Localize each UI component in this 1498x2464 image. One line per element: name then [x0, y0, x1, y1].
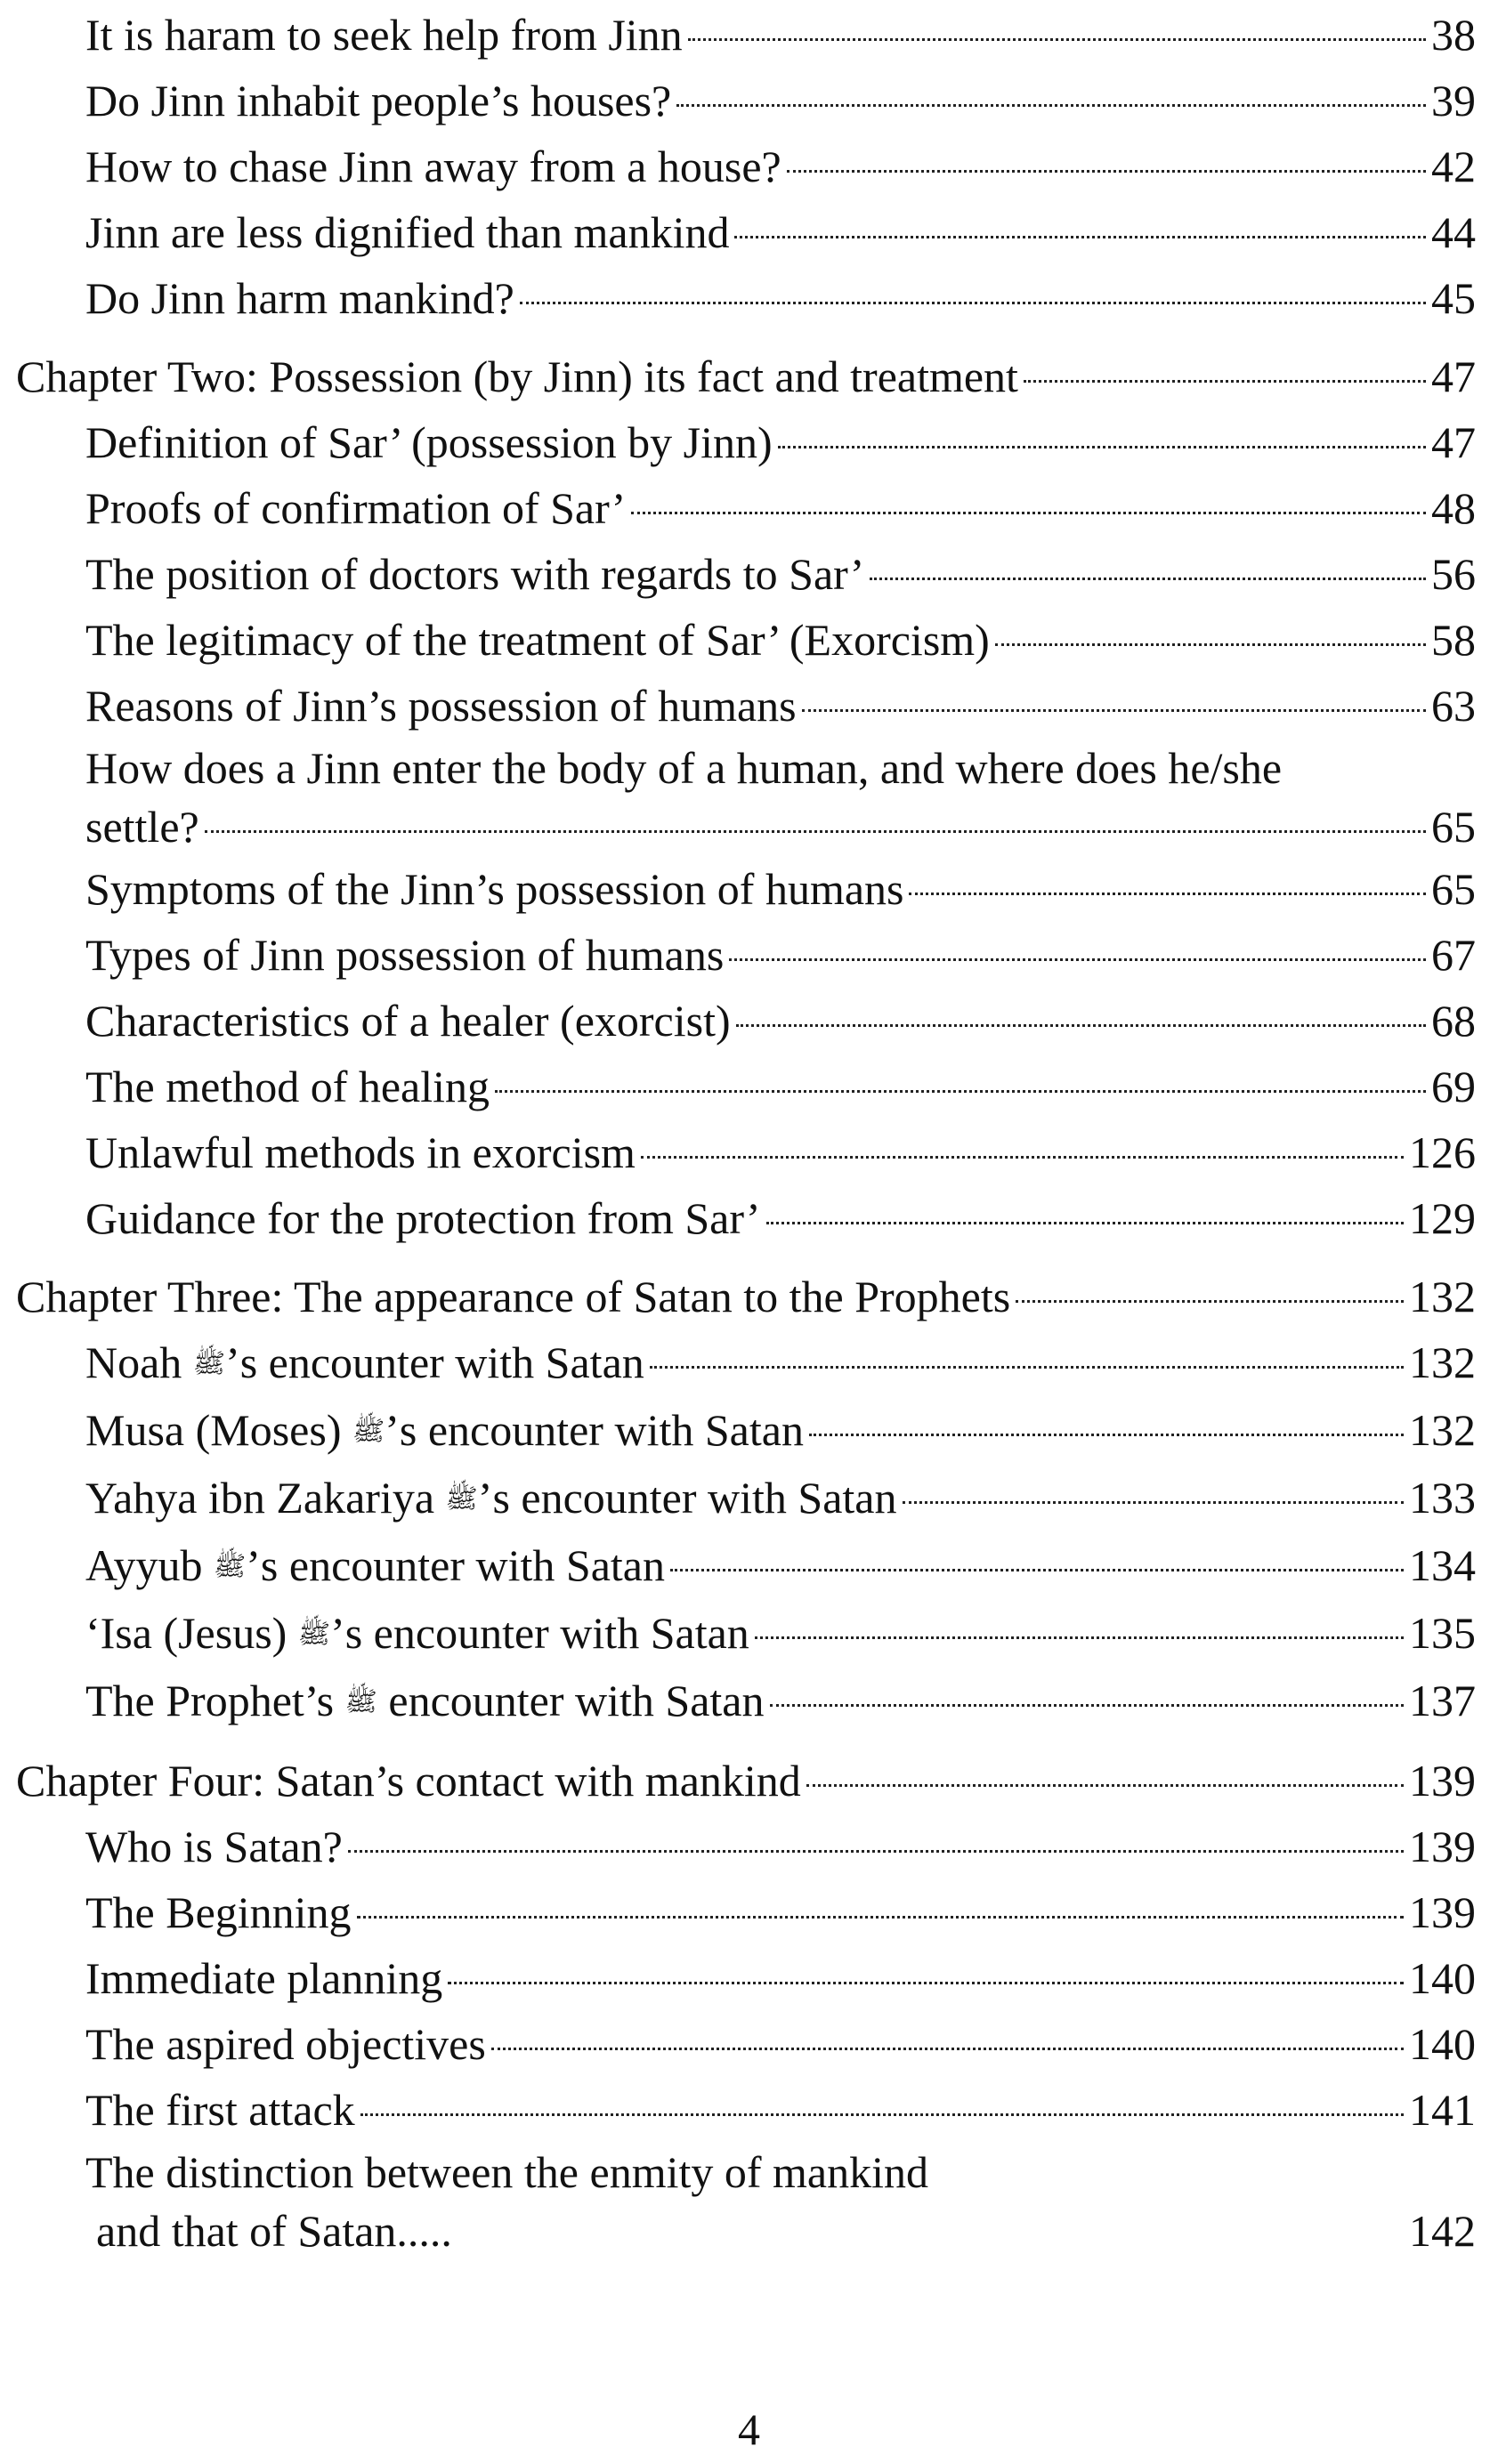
dot-leader	[802, 709, 1426, 712]
dot-leader	[870, 578, 1426, 580]
toc-entry	[16, 1668, 1476, 1735]
dot-leader	[448, 1982, 1404, 1984]
dot-leader	[348, 1850, 1404, 1853]
dot-leader	[736, 1024, 1426, 1027]
toc-entry-page: 45	[1431, 273, 1476, 323]
toc-entry-title: ‘Isa (Jesus) ﷺ’s encounter with Satan	[85, 1608, 749, 1658]
toc-entry	[16, 2, 1476, 68]
toc-entry-page: 63	[1431, 681, 1476, 731]
toc-entry	[16, 1879, 1476, 1945]
dot-leader	[766, 1222, 1404, 1224]
toc-entry-page: 67	[1431, 930, 1476, 980]
dot-leader	[520, 302, 1426, 304]
dot-leader	[205, 830, 1426, 833]
toc-entry-title-line1: The distinction between the enmity of mankind	[85, 2147, 928, 2197]
dot-leader	[809, 1434, 1404, 1436]
toc-entry-title: Yahya ibn Zakariya ﷺ’s encounter with Satan	[85, 1473, 897, 1523]
toc-entry-title: The first attack	[85, 2085, 355, 2135]
dot-leader	[995, 643, 1426, 646]
toc-entry-page: 140	[1409, 2019, 1476, 2069]
toc-entry-title: Chapter Three: The appearance of Satan to the Prophets	[16, 1272, 1011, 1321]
toc-entry-title: Characteristics of a healer (exorcist)	[85, 996, 731, 1046]
dot-leader	[360, 2113, 1404, 2116]
honorific-glyph: ﷺ	[344, 1687, 377, 1717]
toc-entry-page: 139	[1409, 1756, 1476, 1806]
dot-leader	[688, 38, 1426, 41]
toc-entry	[16, 1397, 1476, 1465]
toc-entry-page: 134	[1409, 1540, 1476, 1590]
toc-chapter-heading	[16, 1748, 1476, 1814]
dot-leader	[909, 893, 1426, 895]
dot-leader	[641, 1156, 1404, 1159]
toc-entry-page: 47	[1431, 417, 1476, 467]
toc-entry-title: Do Jinn harm mankind?	[85, 273, 514, 323]
toc-entry-page: 139	[1409, 1887, 1476, 1937]
toc-entry	[16, 68, 1476, 133]
toc-entry-page: 69	[1431, 1062, 1476, 1111]
toc-entry	[16, 1465, 1476, 1532]
toc-entry-title: Jinn are less dignified than mankind	[85, 207, 730, 257]
dot-leader	[734, 236, 1426, 238]
toc-entry-title: Immediate planning	[85, 1953, 443, 2003]
dot-leader	[770, 1704, 1405, 1707]
toc-entry-page: 48	[1431, 483, 1476, 533]
dot-leader	[650, 1366, 1404, 1369]
toc-entry	[16, 409, 1476, 475]
toc-entry-page: 140	[1409, 1953, 1476, 2003]
toc-chapter-heading	[16, 343, 1476, 409]
toc-entry	[16, 2011, 1476, 2077]
toc-entry-title: Guidance for the protection from Sar’	[85, 1193, 761, 1243]
toc-entry-title: Chapter Four: Satan’s contact with mankind	[16, 1756, 801, 1806]
toc-entry-page: 142	[1409, 2206, 1476, 2256]
toc-entry-title: Musa (Moses) ﷺ’s encounter with Satan	[85, 1405, 804, 1455]
toc-entry-page: 56	[1431, 549, 1476, 599]
toc-entry-title: Noah ﷺ’s encounter with Satan	[85, 1337, 644, 1387]
toc-entry-page: 132	[1409, 1337, 1476, 1387]
toc-entry	[16, 133, 1476, 199]
toc-entry-title: The legitimacy of the treatment of Sar’ (Exorcism)	[85, 615, 990, 665]
dot-leader	[787, 170, 1426, 173]
toc-entry-page: 42	[1431, 141, 1476, 191]
toc-entry-page: 141	[1409, 2085, 1476, 2135]
toc-entry-title: The position of doctors with regards to Sar’	[85, 549, 865, 599]
toc-entry-title: The aspired objectives	[85, 2019, 486, 2069]
dot-leader	[778, 446, 1426, 448]
toc-entry	[16, 1945, 1476, 2011]
honorific-glyph: ﷺ	[214, 1552, 247, 1581]
honorific-glyph: ﷺ	[297, 1620, 331, 1649]
toc-entry-title: Proofs of confirmation of Sar’	[85, 483, 627, 533]
dot-leader	[670, 1569, 1404, 1571]
toc-entry-title: The Prophet’s ﷺ encounter with Satan	[85, 1676, 765, 1725]
toc-entry-title: Who is Satan?	[85, 1822, 343, 1871]
toc-entry-title: Ayyub ﷺ’s encounter with Satan	[85, 1540, 665, 1590]
toc-entry	[16, 1119, 1476, 1185]
toc-entry-title: Chapter Two: Possession (by Jinn) its fact and treatment	[16, 351, 1018, 401]
toc-entry	[16, 1814, 1476, 1879]
toc-entry-page: 139	[1409, 1822, 1476, 1871]
toc-entry-page: 39	[1431, 76, 1476, 125]
toc-entry-title-line2: settle?	[85, 802, 199, 852]
toc-entry	[16, 1600, 1476, 1668]
toc-entry-page: 38	[1431, 10, 1476, 60]
toc-entry-page: 133	[1409, 1473, 1476, 1523]
toc-entry-title: It is haram to seek help from Jinn	[85, 10, 683, 60]
toc-entry-page: 126	[1409, 1127, 1476, 1177]
toc-entry-page: 132	[1409, 1405, 1476, 1455]
toc-entry-title: How to chase Jinn away from a house?	[85, 141, 781, 191]
dot-leader	[491, 2048, 1404, 2050]
toc-entry-title-line1: How does a Jinn enter the body of a human, and where does he/she	[85, 743, 1283, 793]
toc-entry	[16, 1329, 1476, 1397]
toc-entry-title: The Beginning	[85, 1887, 352, 1937]
toc-entry	[16, 1054, 1476, 1119]
dot-leader	[1024, 380, 1426, 383]
toc-entry	[16, 922, 1476, 988]
toc-entry	[16, 265, 1476, 331]
page-number: 4	[738, 2404, 760, 2454]
dot-leader	[729, 958, 1426, 961]
toc-entry-page: 137	[1409, 1676, 1476, 1725]
toc-entry-title: Unlawful methods in exorcism	[85, 1127, 636, 1177]
dot-leader	[1016, 1300, 1404, 1303]
toc-entry-page: 132	[1409, 1272, 1476, 1321]
toc-entry-title: Symptoms of the Jinn’s possession of humans	[85, 864, 904, 914]
toc-entry-title: Definition of Sar’ (possession by Jinn)	[85, 417, 773, 467]
toc-entry-title: The method of healing	[85, 1062, 490, 1111]
dot-leader	[676, 104, 1426, 107]
toc-entry	[16, 856, 1476, 922]
toc-entry	[16, 607, 1476, 673]
toc-entry-page: 129	[1409, 1193, 1476, 1243]
toc-entry-page: 44	[1431, 207, 1476, 257]
toc-entry	[16, 475, 1476, 541]
toc-entry-title: Types of Jinn possession of humans	[85, 930, 725, 980]
toc-entry	[16, 988, 1476, 1054]
toc-entry	[16, 1532, 1476, 1600]
toc-entry-multiline	[16, 2143, 1476, 2260]
dot-leader	[903, 1501, 1405, 1504]
toc-entry	[16, 673, 1476, 739]
honorific-glyph: ﷺ	[445, 1484, 478, 1514]
toc-entry-title-line2: and that of Satan.....	[96, 2206, 452, 2256]
toc-entry-page: 68	[1431, 996, 1476, 1046]
toc-entry-page: 65	[1431, 802, 1476, 852]
honorific-glyph: ﷺ	[192, 1349, 226, 1378]
dot-leader	[631, 512, 1426, 514]
toc-entry-page: 58	[1431, 615, 1476, 665]
dot-leader	[755, 1636, 1404, 1639]
toc-entry	[16, 1185, 1476, 1251]
toc-entry-page: 47	[1431, 351, 1476, 401]
toc-entry	[16, 541, 1476, 607]
toc-entry	[16, 2077, 1476, 2143]
toc-entry	[16, 199, 1476, 265]
toc-entry-multiline	[16, 739, 1476, 856]
toc-entry-page: 135	[1409, 1608, 1476, 1658]
toc-entry-title: Reasons of Jinn’s possession of humans	[85, 681, 797, 731]
toc-entry-page: 65	[1431, 864, 1476, 914]
toc-entry-title: Do Jinn inhabit people’s houses?	[85, 76, 672, 125]
honorific-glyph: ﷺ	[352, 1417, 385, 1446]
dot-leader	[357, 1916, 1404, 1919]
toc-chapter-heading	[16, 1264, 1476, 1329]
dot-leader	[806, 1784, 1404, 1787]
dot-leader	[495, 1090, 1426, 1093]
table-of-contents	[16, 0, 1476, 2260]
